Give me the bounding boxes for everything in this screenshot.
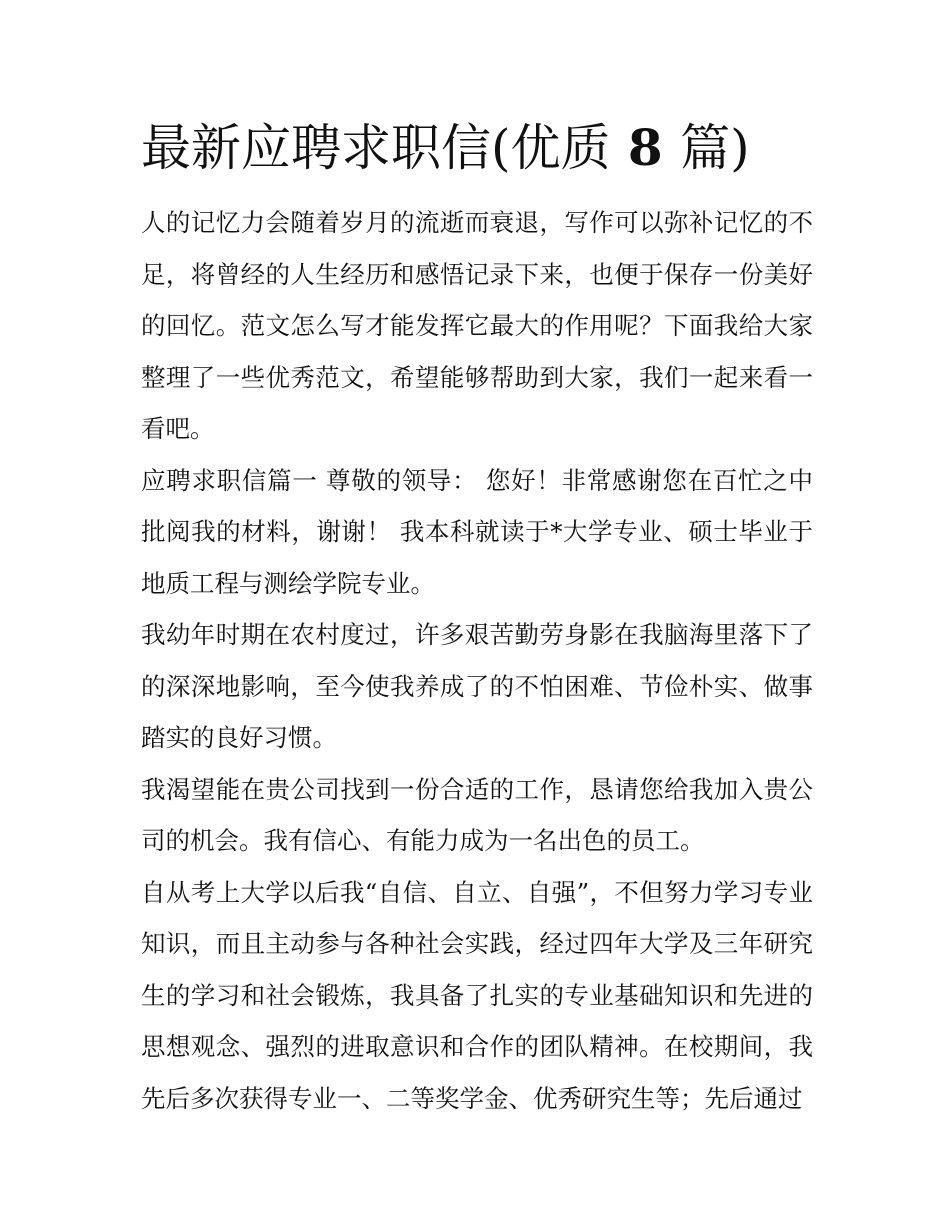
title-prefix: 最新应聘求职信(优质 [141,119,611,177]
paragraph-greeting: 应聘求职信篇一 尊敬的领导： 您好！非常感谢您在百忙之中批阅我的材料，谢谢！ 我本科就读于*大学专业、硕士毕业于地质工程与测绘学院专业。 [141,465,813,598]
paragraph-education: 自从考上大学以后我“自信、自立、自强”，不但努力学习专业知识，而且主动参与各种社会实践，经过四年大学及三年研究生的学习和社会锻炼，我具备了扎实的专业基础知识和先进的思想观念、强烈的进取意识和合作的团队精神。在校期间，我先后多次获得专业一、二等奖学金、优秀研究生等；先后通过 [141,877,813,1113]
title-suffix: 篇) [680,119,750,177]
document-title [141,118,750,178]
paragraph-childhood: 我幼年时期在农村度过，许多艰苦勤劳身影在我脑海里落下了的深深地影响，至今使我养成了的不怕困难、节俭朴实、做事踏实的良好习惯。 [141,620,813,752]
title-number: 8 [610,118,681,177]
document-body [141,197,813,1124]
paragraph-intro: 人的记忆力会随着岁月的流逝而衰退，写作可以弥补记忆的不足，将曾经的人生经历和感悟记录下来，也便于保存一份美好的回忆。范文怎么写才能发挥它最大的作用呢？下面我给大家整理了一些优秀范文，希望能够帮助到大家，我们一起来看一看吧。 [141,208,813,443]
paragraph-aspiration: 我渴望能在贵公司找到一份合适的工作，恳请您给我加入贵公司的机会。我有信心、有能力成为一名出色的员工。 [141,774,813,855]
